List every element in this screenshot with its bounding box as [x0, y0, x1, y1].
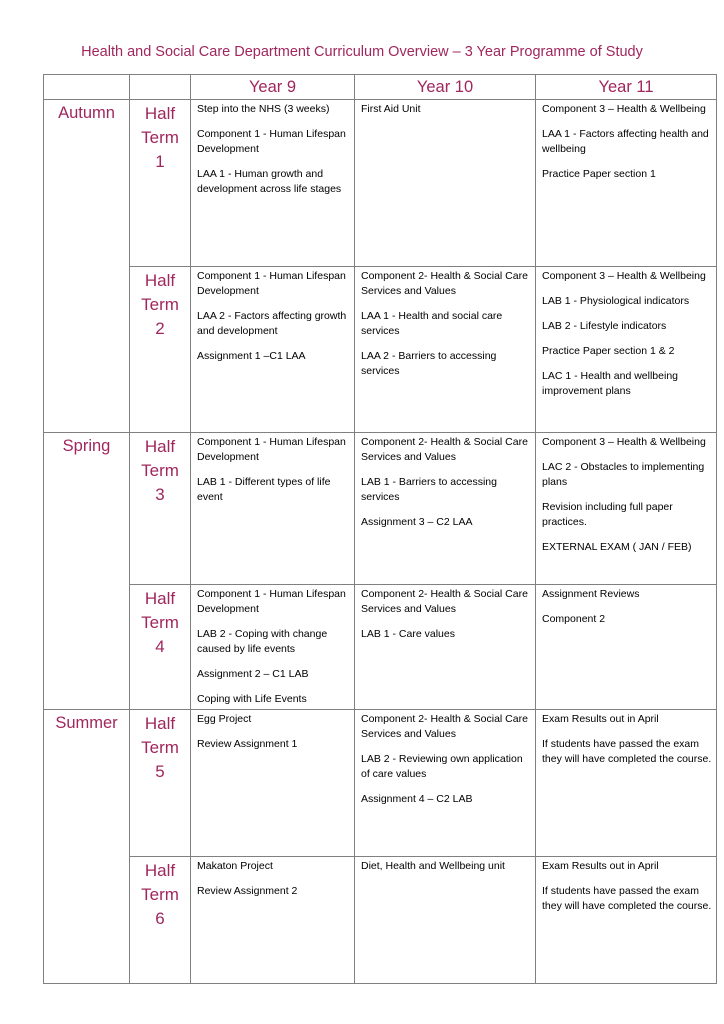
- header-year-11: Year 11: [536, 75, 717, 100]
- cell-y11-ht2: Component 3 – Health & Wellbeing LAB 1 - Physiological indicators LAB 2 - Lifestyle indicators Practice Paper section 1 & 2 LAC 1 - Health and wellbeing improvement plans: [536, 267, 717, 433]
- table-row: [44, 585, 717, 710]
- curriculum-table: [43, 74, 717, 984]
- header-year-10: Year 10: [355, 75, 536, 100]
- table-row: [44, 433, 717, 585]
- cell-y10-ht3: Component 2- Health & Social Care Services and Values LAB 1 - Barriers to accessing services Assignment 3 – C2 LAA: [355, 433, 536, 585]
- header-year-9: Year 9: [191, 75, 355, 100]
- table-row: [44, 100, 717, 267]
- table-row: [44, 267, 717, 433]
- cell-y11-ht1: Component 3 – Health & Wellbeing LAA 1 - Factors affecting health and wellbeing Practice Paper section 1: [536, 100, 717, 267]
- cell-y11-ht3: Component 3 – Health & Wellbeing LAC 2 - Obstacles to implementing plans Revision including full paper practices. EXTERNAL EXAM ( JAN / FEB): [536, 433, 717, 585]
- header-row: [44, 75, 717, 100]
- cell-y11-ht4: Assignment Reviews Component 2: [536, 585, 717, 710]
- corner-cell: [44, 75, 130, 100]
- corner-cell: [130, 75, 191, 100]
- season-spring: Spring: [44, 433, 130, 710]
- cell-y10-ht2: Component 2- Health & Social Care Services and Values LAA 1 - Health and social care services LAA 2 - Barriers to accessing services: [355, 267, 536, 433]
- cell-y10-ht5: Component 2- Health & Social Care Services and Values LAB 2 - Reviewing own application of care values Assignment 4 – C2 LAB: [355, 710, 536, 857]
- cell-y10-ht4: Component 2- Health & Social Care Services and Values LAB 1 - Care values: [355, 585, 536, 710]
- cell-y9-ht6: Makaton Project Review Assignment 2: [191, 857, 355, 984]
- page-title: Health and Social Care Department Curriculum Overview – 3 Year Programme of Study: [81, 44, 643, 60]
- cell-y9-ht5: Egg Project Review Assignment 1: [191, 710, 355, 857]
- cell-y11-ht6: Exam Results out in April If students have passed the exam they will have completed the course.: [536, 857, 717, 984]
- half-term-4: Half Term 4: [130, 585, 191, 710]
- half-term-1: Half Term 1: [130, 100, 191, 267]
- cell-y10-ht6: Diet, Health and Wellbeing unit: [355, 857, 536, 984]
- cell-y10-ht1: First Aid Unit: [355, 100, 536, 267]
- cell-y9-ht1: Step into the NHS (3 weeks) Component 1 - Human Lifespan Development LAA 1 - Human growth and development across life stages: [191, 100, 355, 267]
- half-term-3: Half Term 3: [130, 433, 191, 585]
- half-term-5: Half Term 5: [130, 710, 191, 857]
- season-summer: Summer: [44, 710, 130, 984]
- half-term-2: Half Term 2: [130, 267, 191, 433]
- cell-y9-ht2: Component 1 - Human Lifespan Development LAA 2 - Factors affecting growth and development Assignment 1 –C1 LAA: [191, 267, 355, 433]
- table-row: [44, 857, 717, 984]
- table-row: [44, 710, 717, 857]
- cell-y9-ht3: Component 1 - Human Lifespan Development LAB 1 - Different types of life event: [191, 433, 355, 585]
- season-autumn: Autumn: [44, 100, 130, 433]
- cell-y9-ht4: Component 1 - Human Lifespan Development LAB 2 - Coping with change caused by life events Assignment 2 – C1 LAB Coping with Life Events: [191, 585, 355, 710]
- half-term-6: Half Term 6: [130, 857, 191, 984]
- cell-y11-ht5: Exam Results out in April If students have passed the exam they will have completed the course.: [536, 710, 717, 857]
